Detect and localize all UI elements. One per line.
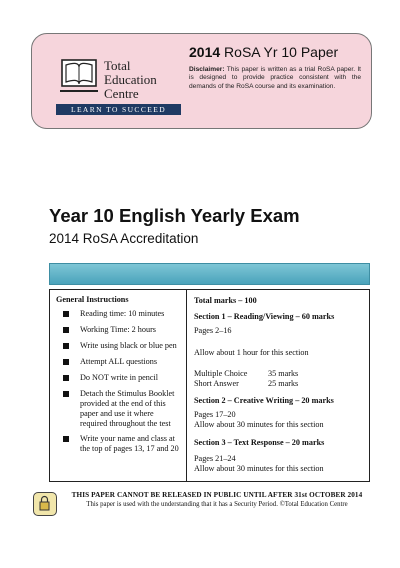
table-divider bbox=[186, 289, 187, 482]
logo-text-line2: Education bbox=[104, 72, 157, 87]
release-notice: THIS PAPER CANNOT BE RELEASED IN PUBLIC UNTIL AFTER 31st OCTOBER 2014 bbox=[71, 491, 363, 499]
decorative-band bbox=[49, 263, 370, 285]
disclaimer bbox=[189, 66, 361, 91]
bullet-icon bbox=[63, 436, 69, 442]
instruction-item: Reading time: 10 minutes bbox=[80, 309, 165, 318]
logo-text-line1: Total bbox=[104, 58, 131, 73]
book-screen-logo-icon bbox=[58, 58, 100, 98]
total-marks: Total marks – 100 bbox=[194, 296, 257, 305]
section3-time: Allow about 30 minutes for this section bbox=[194, 464, 324, 473]
section1-time: Allow about 1 hour for this section bbox=[194, 348, 309, 357]
bullet-icon bbox=[63, 359, 69, 365]
security-notice: This paper is used with the understanding that it has a Security Period. ©Total Education Centre bbox=[86, 501, 348, 508]
instruction-item: Write your name and class at the top of pages 13, 17 and 20 bbox=[80, 434, 179, 453]
instruction-item: Detach the Stimulus Booklet provided at the end of this paper and use it where required throughout the test bbox=[80, 389, 175, 428]
section1-pages: Pages 2–16 bbox=[194, 326, 232, 335]
section1-mc-marks: 35 marks bbox=[268, 369, 299, 378]
bullet-icon bbox=[63, 375, 69, 381]
exam-title: Year 10 English Yearly Exam bbox=[49, 205, 300, 226]
section2-pages: Pages 17–20 bbox=[194, 410, 236, 419]
exam-subtitle: 2014 RoSA Accreditation bbox=[49, 231, 199, 246]
logo-tagline: LEARN TO SUCCEED bbox=[70, 105, 167, 114]
section2-time: Allow about 30 minutes for this section bbox=[194, 420, 324, 429]
instruction-item: Do NOT write in pencil bbox=[80, 373, 159, 382]
paper-name: RoSA Yr 10 Paper bbox=[224, 44, 339, 60]
section1-sa-marks: 25 marks bbox=[268, 379, 299, 388]
paper-title bbox=[189, 44, 338, 60]
logo-text-line3: Centre bbox=[104, 86, 139, 101]
section1-title: Section 1 – Reading/Viewing – 60 marks bbox=[194, 312, 335, 321]
bullet-icon bbox=[63, 327, 69, 333]
section1-sa-label: Short Answer bbox=[194, 379, 239, 388]
bullet-icon bbox=[63, 391, 69, 397]
instruction-item: Working Time: 2 hours bbox=[80, 325, 156, 334]
section3-pages: Pages 21–24 bbox=[194, 454, 236, 463]
section1-mc-label: Multiple Choice bbox=[194, 369, 248, 378]
instruction-item: Attempt ALL questions bbox=[80, 357, 158, 366]
bullet-icon bbox=[63, 343, 69, 349]
section2-title: Section 2 – Creative Writing – 20 marks bbox=[194, 396, 334, 405]
bullet-icon bbox=[63, 311, 69, 317]
disclaimer-label: Disclaimer: bbox=[189, 66, 225, 73]
instruction-item: Write using black or blue pen bbox=[80, 341, 177, 350]
disclaimer-text: This paper is written as a trial RoSA paper. It is designed to provide practice consistent with the demands of the RoSA course and its examination. bbox=[189, 66, 362, 90]
padlock-stamp-icon bbox=[33, 492, 57, 516]
section3-title: Section 3 – Text Response – 20 marks bbox=[194, 438, 325, 447]
paper-year: 2014 bbox=[189, 44, 221, 60]
instructions-heading: General Instructions bbox=[56, 295, 129, 304]
